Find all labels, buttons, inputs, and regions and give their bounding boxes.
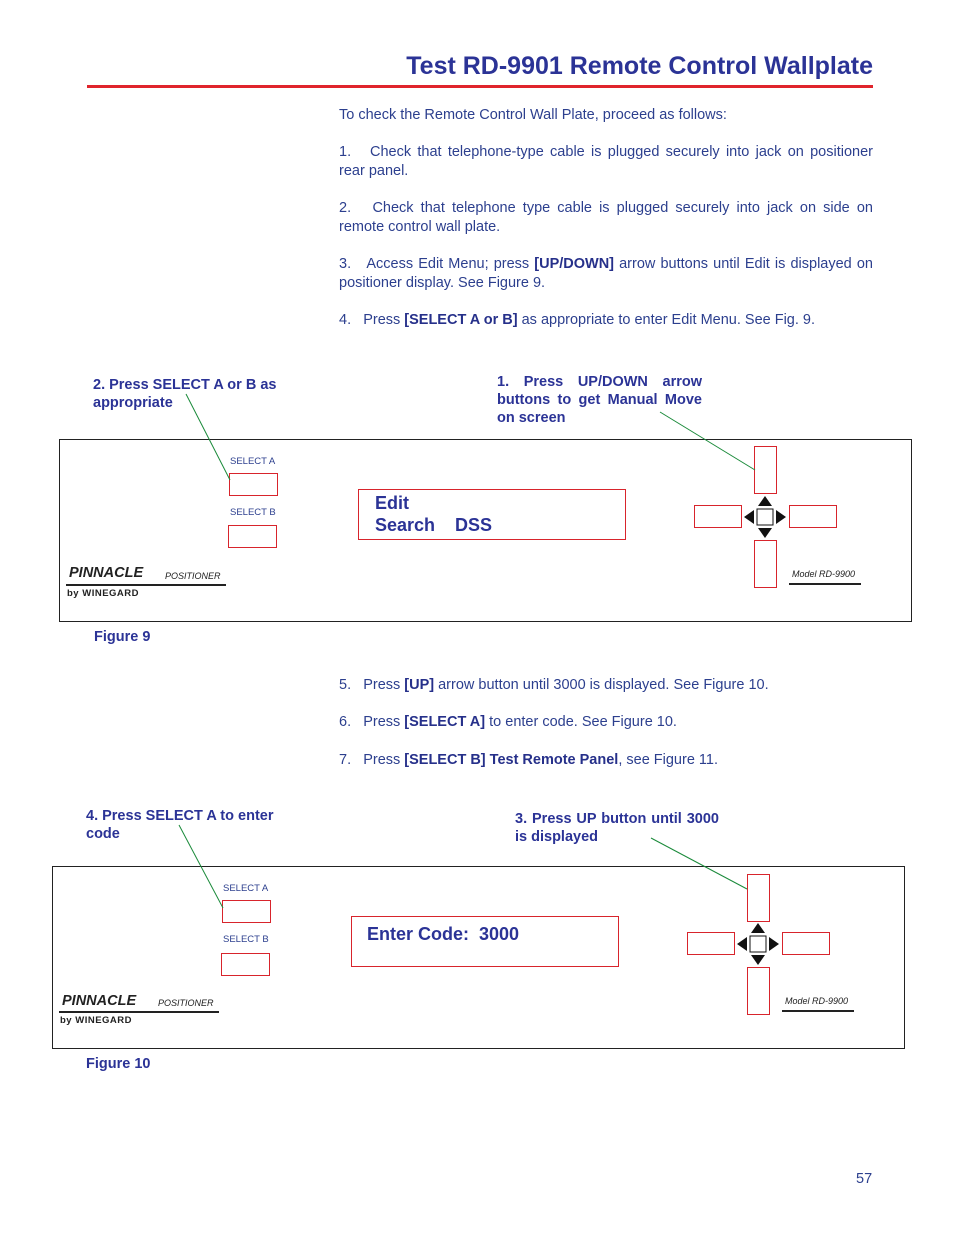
step-number: 5. <box>339 677 352 693</box>
fig9-lcd-line2: Search DSS <box>375 515 493 535</box>
fig10-select-a-label: SELECT A <box>223 883 269 894</box>
fig9-leader-select <box>186 394 230 480</box>
fig10-by-winegard: by WINEGARD <box>60 1015 132 1026</box>
fig9-model-label: Model RD-9900 <box>792 569 856 579</box>
step-key: [SELECT A] <box>404 714 486 730</box>
fig10-lcd-line1: Enter Code: 3000 <box>367 924 520 944</box>
step-text: Press <box>363 714 405 730</box>
fig9-by-winegard: by WINEGARD <box>67 588 139 599</box>
fig10-leader-up <box>651 838 747 889</box>
fig10-leader-select <box>179 825 223 908</box>
step-number: 4. <box>339 312 352 328</box>
step-text: Press <box>363 312 405 328</box>
figure9-caption: Figure 9 <box>94 629 151 645</box>
step-number: 1. <box>339 144 352 160</box>
page-number: 57 <box>856 1171 873 1187</box>
fig9-callout-arrows: 1. Press UP/DOWN arrow buttons to get Manual Move on screen <box>497 374 702 426</box>
fig10-brand-sub: POSITIONER <box>158 998 214 1008</box>
step-key: [UP] <box>404 677 435 693</box>
step-text: arrow button until 3000 is displayed. See Figure 10. <box>434 677 769 693</box>
step-key: [UP/DOWN] <box>534 256 615 272</box>
fig10-callout-up: 3. Press UP button until 3000 is displayed <box>515 811 719 845</box>
step-text: Check that telephone type cable is plugged securely into jack on side on remote control wall plate. <box>339 200 873 235</box>
step-key: [SELECT A or B] <box>404 312 518 328</box>
step-text: Press <box>363 752 405 768</box>
step-text: to enter code. See Figure 10. <box>485 714 677 730</box>
page-title: Test RD-9901 Remote Control Wallplate <box>406 52 873 80</box>
fig9-select-a-label: SELECT A <box>230 456 276 467</box>
step-number: 7. <box>339 752 352 768</box>
fig9-lcd-line1: Edit <box>375 493 409 513</box>
fig9-brand-sub: POSITIONER <box>165 571 221 581</box>
step-text: as appropriate to enter Edit Menu. See Fig. 9. <box>517 312 816 328</box>
step-number: 6. <box>339 714 352 730</box>
fig9-brand-logo: PINNACLE <box>69 565 144 581</box>
step-key: [SELECT B] Test Remote Panel <box>404 752 619 768</box>
step-text: , see Figure 11. <box>618 752 719 768</box>
step-number: 3. <box>339 256 352 272</box>
step-number: 2. <box>339 200 352 216</box>
fig9-select-b-label: SELECT B <box>230 507 276 518</box>
step-text: arrow buttons until Edit is displayed on positioner display. See Figure 9. <box>339 256 873 291</box>
fig10-model-label: Model RD-9900 <box>785 996 849 1006</box>
intro-text: To check the Remote Control Wall Plate, proceed as follows: <box>339 107 727 123</box>
fig9-leader-arrows <box>660 412 755 470</box>
step-text: Access Edit Menu; press <box>366 256 535 272</box>
figure10-caption: Figure 10 <box>86 1056 151 1072</box>
fig9-callout-select: 2. Press SELECT A or B as appropriate <box>93 377 277 411</box>
step-text: Press <box>363 677 405 693</box>
fig10-callout-select: 4. Press SELECT A to enter code <box>86 808 274 842</box>
step-text: Check that telephone-type cable is plugged securely into jack on positioner rear panel. <box>339 144 873 179</box>
fig10-select-b-label: SELECT B <box>223 934 269 945</box>
fig10-brand-logo: PINNACLE <box>62 993 137 1009</box>
